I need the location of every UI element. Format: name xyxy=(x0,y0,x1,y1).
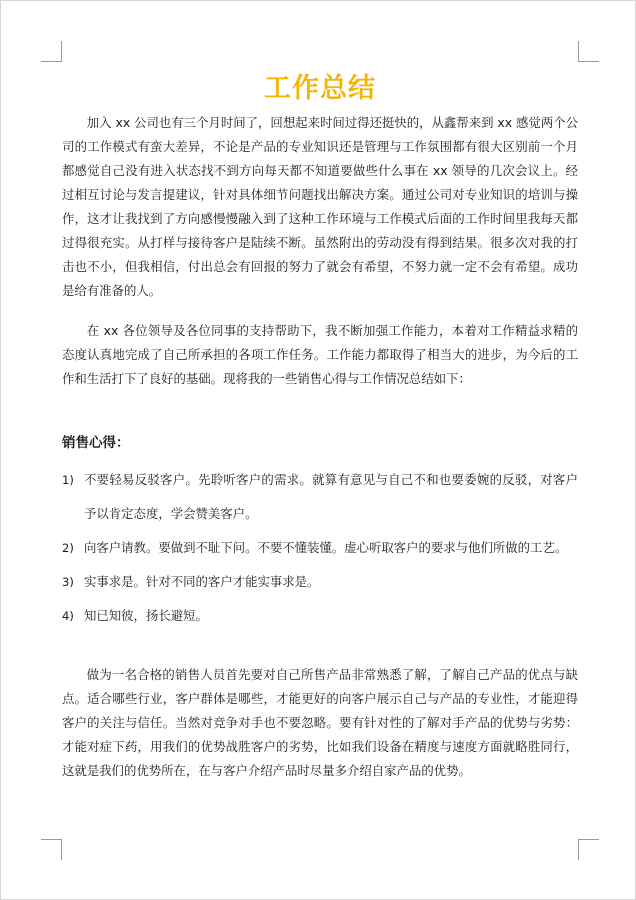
list-item-text: 不要轻易反驳客户。先聆听客户的需求。就算有意见与自己不和也要委婉的反驳，对客户予以肯定态度，学会赞美客户。 xyxy=(84,472,578,521)
crop-mark-top-right xyxy=(578,41,599,62)
document-title: 工作总结 xyxy=(264,73,376,104)
list-item xyxy=(62,463,578,531)
intro-paragraph: 加入 xx 公司也有三个月时间了，回想起来时间过得还挺快的，从鑫帮来到 xx 感觉两个公司的工作模式有蛮大差异，不论是产品的专业知识还是管理与工作氛围都有很大区别前一个月都感觉自己没有进入状态找不到方向每天都不知道要做些什么事在 xx 领导的几次会议上。经过相互讨论与发言提建议，针对具体细节问题找出解决方案。通过公司对专业知识的培训与操作，这才让我找到了方向感慢慢融入到了这种工作环境与工作模式后面的工作时间里我每天都过得很充实。从打样与接待客户是陆续不断。虽然附出的劳动没有得到结果。很多次对我的打击也不小，但我相信，付出总会有回报的努力了就会有希望，不努力就一定不会有希望。成功是给有准备的人。 xyxy=(62,115,578,298)
crop-mark-bottom-left xyxy=(41,839,62,860)
list-item xyxy=(62,565,578,599)
list-item-number: 2) xyxy=(62,541,74,555)
list-item xyxy=(62,599,578,633)
list-item-text: 知已知彼，扬长避短。 xyxy=(84,608,208,623)
summary-paragraph: 在 xx 各位领导及各位同事的支持帮助下，我不断加强工作能力，本着对工作精益求精的态度认真地完成了自己所承担的各项工作任务。工作能力都取得了相当大的进步，为今后的工作和生活打下了良好的基础。现将我的一些销售心得与工作情况总结如下： xyxy=(62,323,578,386)
crop-mark-top-left xyxy=(41,41,62,62)
list-item-text: 向客户请教。要做到不耻下问。不要不懂装懂。虚心听取客户的要求与他们所做的工艺。 xyxy=(84,540,568,555)
list-item-text: 实事求是。针对不同的客户才能实事求是。 xyxy=(84,574,320,589)
list-item-number: 4) xyxy=(62,609,74,623)
document-body xyxy=(62,71,578,783)
crop-mark-bottom-right xyxy=(578,839,599,860)
sales-tips-list xyxy=(62,463,578,633)
section-heading-sales-tips: 销售心得： xyxy=(62,435,130,451)
list-item xyxy=(62,531,578,565)
list-item-number: 1) xyxy=(62,473,74,487)
closing-paragraph: 做为一名合格的销售人员首先要对自己所售产品非常熟悉了解，了解自己产品的优点与缺点。适合哪些行业，客户群体是哪些，才能更好的向客户展示自己与产品的专业性，才能迎得客户的关注与信任。当然对竞争对手也不要忽略。要有针对性的了解对手产品的优势与劣势：才能对症下药，用我们的优势战胜客户的劣势，比如我们设备在精度与速度方面就略胜同行，这就是我们的优势所在，在与客户介绍产品时尽量多介绍自家产品的优势。 xyxy=(62,667,578,778)
list-item-number: 3) xyxy=(62,575,74,589)
